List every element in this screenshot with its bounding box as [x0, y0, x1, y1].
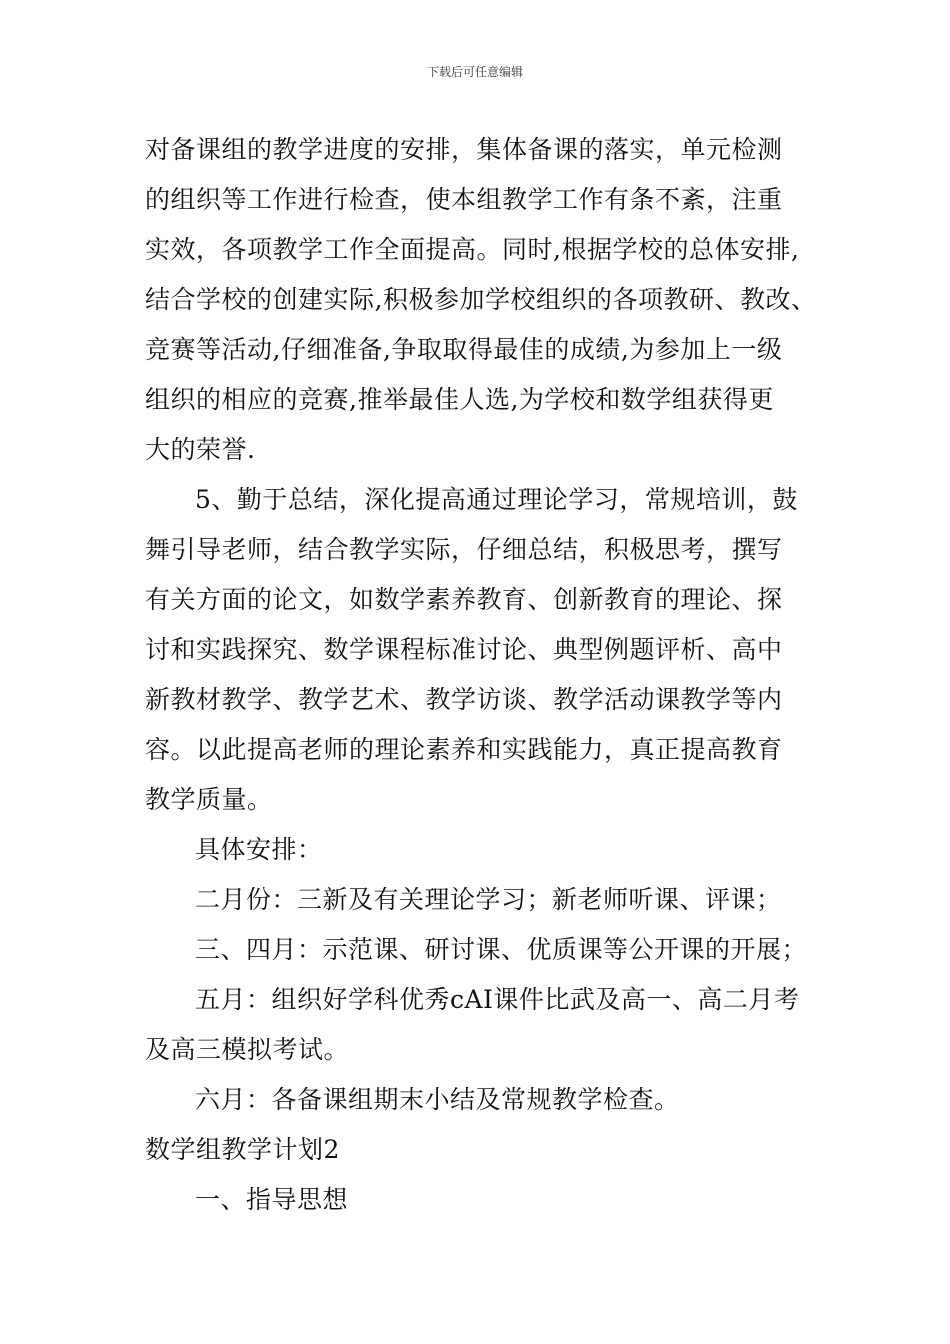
schedule-heading: 具体安排：: [195, 835, 323, 864]
body-line: 有关方面的论文，如数学素养教育、创新教育的理论、探: [145, 585, 783, 614]
body-line: 教学质量。: [145, 785, 273, 814]
body-line: 的组织等工作进行检查，使本组教学工作有条不紊，注重: [145, 185, 783, 214]
schedule-item: 三、四月：示范课、研讨课、优质课等公开课的开展；: [195, 935, 808, 964]
schedule-item: 六月：各备课组期末小结及常规教学检查。: [195, 1085, 680, 1114]
body-line: 组织的相应的竞赛,推举最佳人选,为学校和数学组获得更: [145, 385, 774, 414]
body-line: 舞引导老师，结合教学实际，仔细总结，积极思考，撰写: [145, 535, 783, 564]
section-heading: 一、指导思想: [195, 1185, 349, 1214]
body-line: 对备课组的教学进度的安排，集体备课的落实，单元检测: [145, 135, 783, 164]
body-line: 实效，各项教学工作全面提高。同时,根据学校的总体安排,: [145, 235, 800, 264]
body-line: 讨和实践探究、数学课程标准讨论、典型例题评析、高中: [145, 635, 783, 664]
paragraph-start-line: 5、勤于总结，深化提高通过理论学习，常规培训，鼓: [195, 485, 798, 514]
schedule-item-continued: 及高三模拟考试。: [145, 1035, 350, 1064]
body-line: 新教材教学、教学艺术、教学访谈、教学活动课教学等内: [145, 685, 783, 714]
body-line: 结合学校的创建实际,积极参加学校组织的各项教研、教改、: [145, 285, 817, 314]
body-line: 容。以此提高老师的理论素养和实践能力，真正提高教育: [145, 735, 783, 764]
body-line: 竞赛等活动,仔细准备,争取取得最佳的成绩,为参加上一级: [145, 335, 783, 364]
schedule-item: 五月：组织好学科优秀cAI课件比武及高一、高二月考: [195, 985, 800, 1014]
body-line: 大的荣誉.: [145, 435, 256, 464]
schedule-item: 二月份：三新及有关理论学习；新老师听课、评课；: [195, 885, 782, 914]
section-title: 数学组教学计划2: [145, 1135, 340, 1164]
page-header: 下载后可任意编辑: [426, 65, 523, 79]
